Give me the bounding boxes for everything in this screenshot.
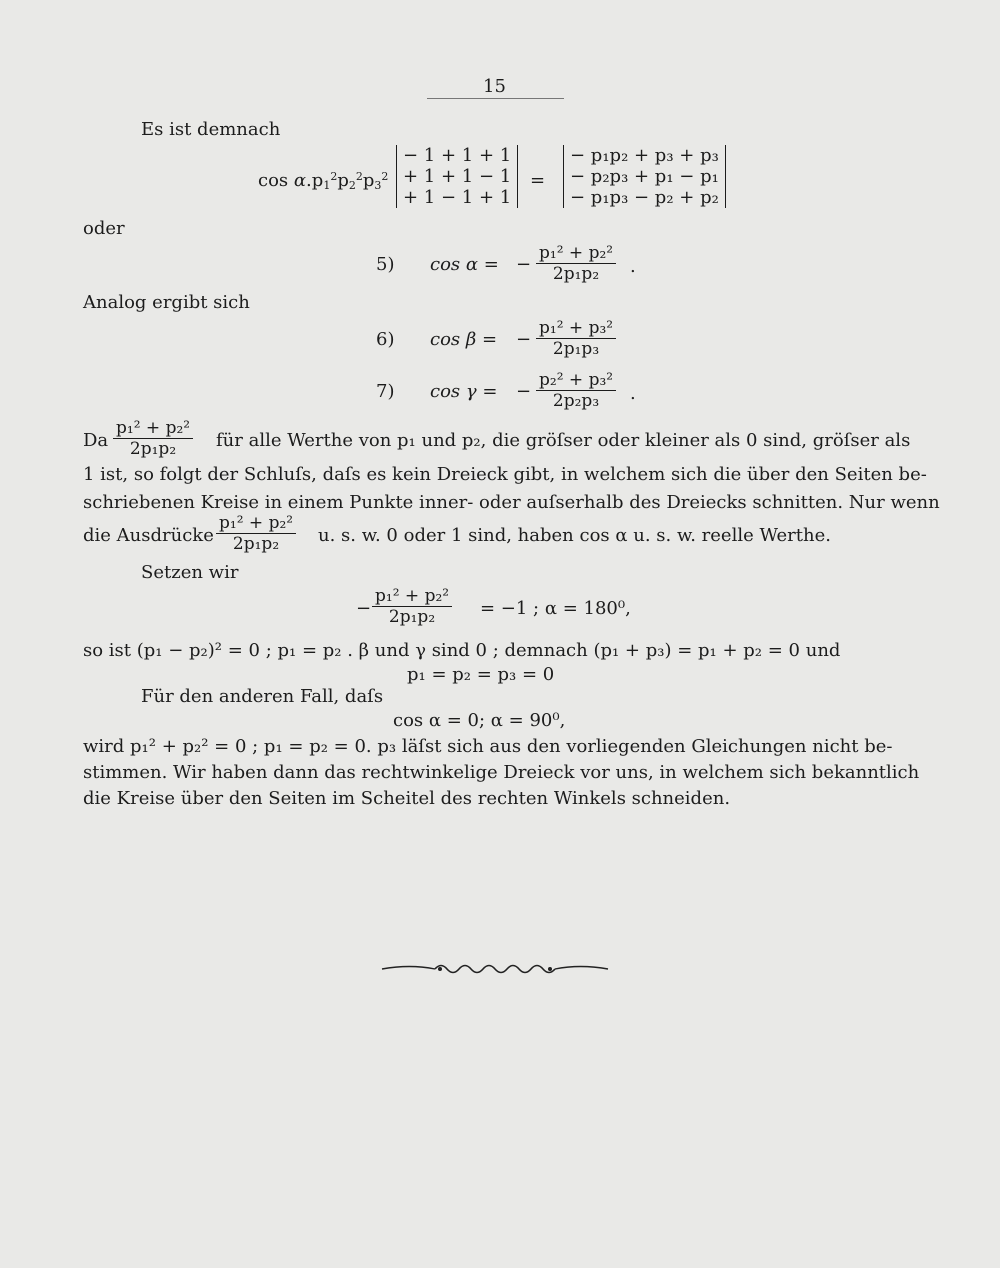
- da-line4-rest: u. s. w. 0 oder 1 sind, haben cos α u. s. w. reelle Werthe.: [318, 525, 831, 546]
- final-line-1: wird p₁² + p₂² = 0 ; p₁ = p₂ = 0. p₃ läſst sich aus den vorliegenden Gleichungen nicht be-: [83, 736, 893, 757]
- eq6-numerator: p₁² + p₃²: [536, 318, 616, 339]
- line4-numerator: p₁² + p₂²: [216, 513, 296, 534]
- eq5-sign: −: [516, 254, 532, 275]
- eq7-fraction: [536, 370, 616, 411]
- eq6-label: 6): [376, 329, 395, 350]
- equation-main-lhs: [258, 170, 388, 192]
- matrix-row: − p₂p₃ + p₁ − p₁: [570, 166, 719, 187]
- fleuron-ornament-icon: [380, 958, 610, 980]
- cos-zero-equation: cos α = 0; α = 90⁰,: [393, 710, 566, 731]
- header-rule: [427, 98, 564, 99]
- eq7-label: 7): [376, 381, 395, 402]
- da-word: Da: [83, 430, 109, 451]
- eq6-fraction: [536, 318, 616, 359]
- eq7-end: .: [630, 383, 636, 404]
- eq7-numerator: p₂² + p₃²: [536, 370, 616, 391]
- eq5-numerator: p₁² + p₂²: [536, 243, 616, 264]
- setzen-numerator: p₁² + p₂²: [372, 586, 452, 607]
- matrix-row: − p₁p₃ − p₂ + p₂: [570, 187, 719, 208]
- eq7-denominator: 2p₂p₃: [552, 391, 600, 411]
- eq6-sign: −: [516, 329, 532, 350]
- page-number: 15: [483, 76, 506, 97]
- eq5-denominator: 2p₁p₂: [552, 264, 600, 284]
- p-equality: p₁ = p₂ = p₃ = 0: [407, 664, 555, 685]
- eq7-lhs: cos γ =: [430, 381, 498, 402]
- fuer-text: Für den anderen Fall, daſs: [141, 686, 384, 707]
- left-determinant: [396, 145, 518, 208]
- eq5-end: .: [630, 256, 636, 277]
- eq6-denominator: 2p₁p₃: [552, 339, 600, 359]
- da-numerator: p₁² + p₂²: [113, 418, 193, 439]
- matrix-row: − 1 + 1 + 1: [403, 145, 512, 166]
- intro-text: Es ist demnach: [141, 119, 281, 140]
- da-line3: schriebenen Kreise in einem Punkte inner- oder auſserhalb des Dreiecks schnitten. Nur wenn: [83, 492, 940, 513]
- matrix-row: + 1 − 1 + 1: [403, 187, 512, 208]
- matrix-row: + 1 + 1 − 1: [403, 166, 512, 187]
- analog-text: Analog ergibt sich: [83, 292, 250, 313]
- da-fraction: [113, 418, 193, 459]
- da-denominator: 2p₁p₂: [129, 439, 177, 459]
- cos-label: cos: [258, 170, 289, 191]
- da-line2: 1 ist, so folgt der Schluſs, daſs es kein Dreieck gibt, in welchem sich die über den Seiten be-: [83, 464, 927, 485]
- da-rest-line1: für alle Werthe von p₁ und p₂, die gröſser oder kleiner als 0 sind, gröſser als: [216, 430, 911, 451]
- eq5-fraction: [536, 243, 616, 284]
- dot: .: [306, 170, 312, 191]
- eq6-lhs: cos β =: [430, 329, 498, 350]
- right-determinant: [563, 145, 726, 208]
- setzen-fraction: [372, 586, 452, 627]
- so-ist-line: so ist (p₁ − p₂)² = 0 ; p₁ = p₂ . β und γ sind 0 ; demnach (p₁ + p₃) = p₁ + p₂ = 0 und: [83, 640, 841, 661]
- alpha-symbol: α: [293, 170, 307, 191]
- final-line-3: die Kreise über den Seiten im Scheitel des rechten Winkels schneiden.: [83, 788, 731, 809]
- eq7-sign: −: [516, 381, 532, 402]
- final-line-2: stimmen. Wir haben dann das rechtwinkelige Dreieck vor uns, in welchem sich bekanntlich: [83, 762, 920, 783]
- setzen-rest: = −1 ; α = 180⁰,: [480, 598, 631, 619]
- setzen-sign: −: [356, 598, 372, 619]
- da-line4-fraction: [216, 513, 296, 554]
- p-product: $p_1^2p_2^2p_3^2$: [311, 170, 389, 192]
- eq5-lhs: cos α =: [430, 254, 499, 275]
- eq5-label: 5): [376, 254, 395, 275]
- setzen-text: Setzen wir: [141, 562, 239, 583]
- da-line4-start: die Ausdrücke: [83, 525, 214, 546]
- line4-denominator: 2p₁p₂: [232, 534, 280, 554]
- equals-sign: =: [530, 170, 546, 191]
- oder-text: oder: [83, 218, 125, 239]
- setzen-denominator: 2p₁p₂: [388, 607, 436, 627]
- matrix-row: − p₁p₂ + p₃ + p₃: [570, 145, 719, 166]
